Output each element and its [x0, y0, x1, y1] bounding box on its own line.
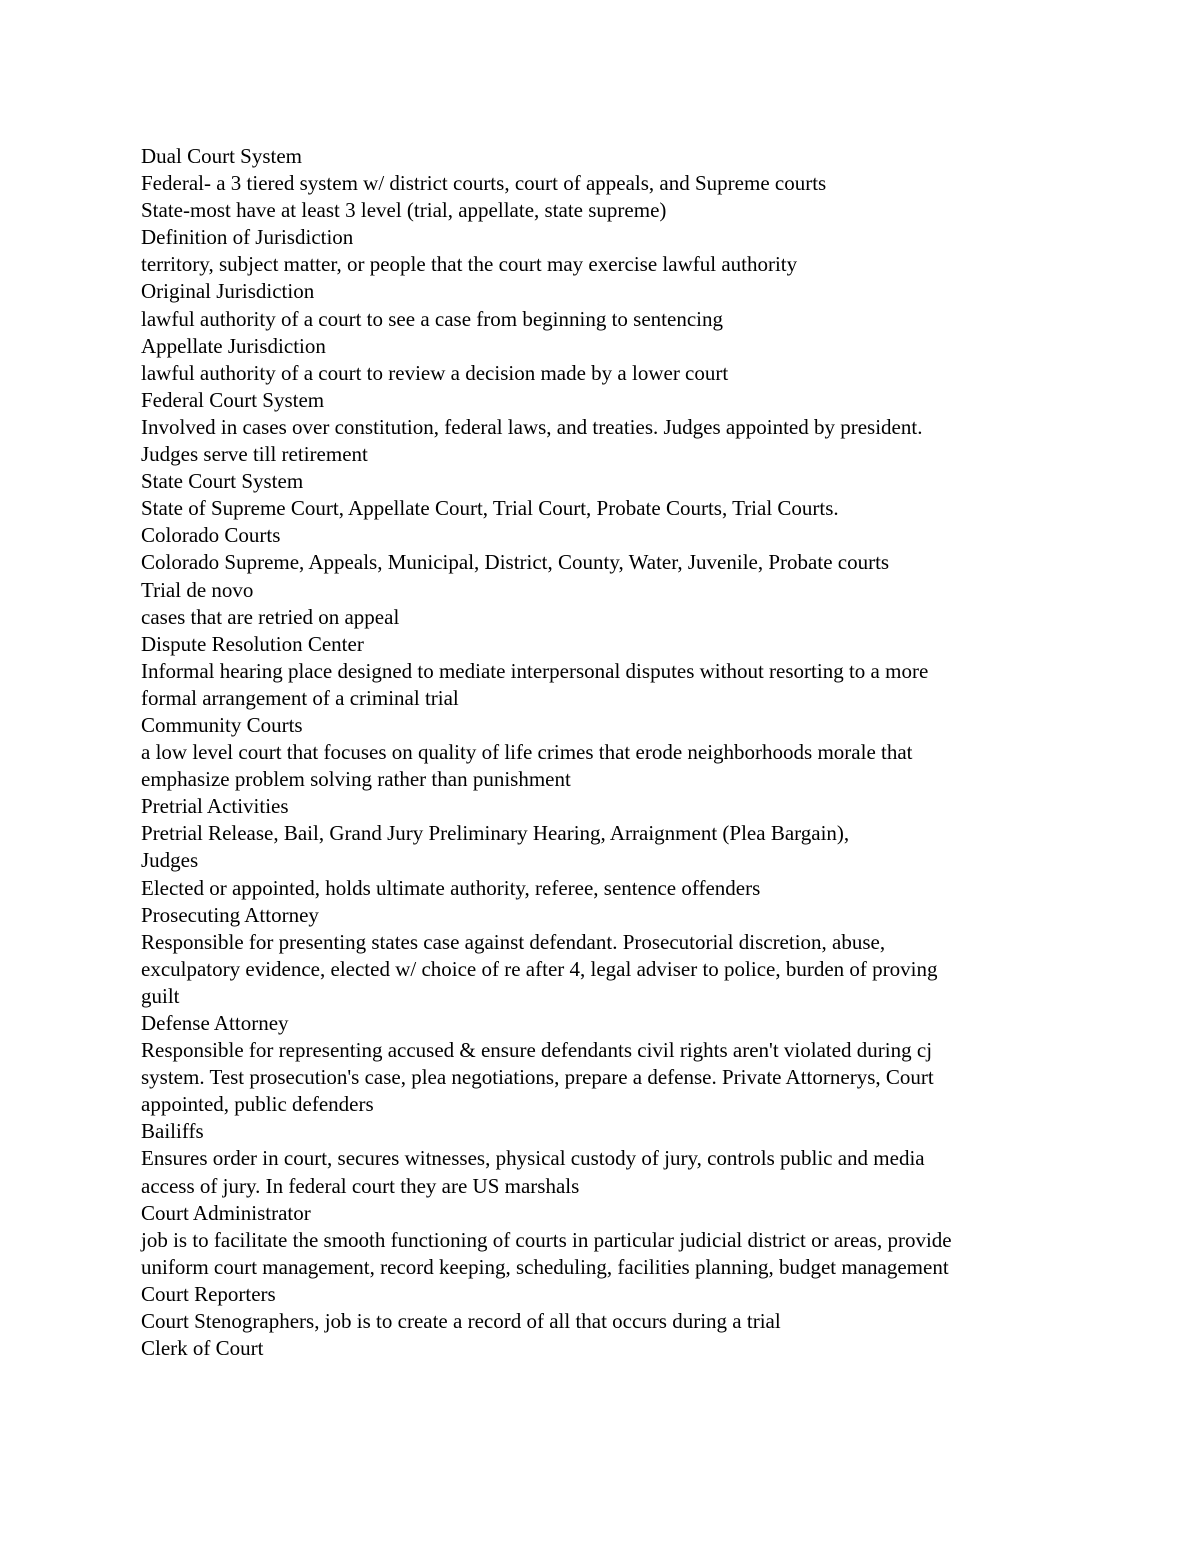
term-heading: Appellate Jurisdiction [141, 333, 326, 358]
term-heading: Court Administrator [141, 1200, 311, 1225]
term-definition: Pretrial Release, Bail, Grand Jury Preliminary Hearing, Arraignment (Plea Bargain), [141, 821, 850, 846]
term-definition: guilt [141, 983, 180, 1008]
term-heading: Original Jurisdiction [141, 279, 315, 304]
term-heading: Clerk of Court [141, 1336, 264, 1361]
term-heading: Definition of Jurisdiction [141, 225, 354, 250]
term-heading: Defense Attorney [141, 1011, 289, 1035]
term-definition: Federal- a 3 tiered system w/ district courts, court of appeals, and Supreme courts [141, 171, 827, 196]
term-definition: uniform court management, record keeping, scheduling, facilities planning, budget management [141, 1254, 949, 1279]
term-definition: territory, subject matter, or people that the court may exercise lawful authority [141, 252, 798, 277]
term-definition: lawful authority of a court to see a case from beginning to sentencing [141, 306, 723, 331]
term-heading: Pretrial Activities [141, 794, 289, 819]
term-heading: Judges [141, 848, 199, 873]
document-body [141, 143, 1061, 1362]
term-definition: formal arrangement of a criminal trial [141, 685, 459, 710]
term-definition: Responsible for representing accused & ensure defendants civil rights aren't violated during cj [141, 1038, 933, 1063]
term-heading: Bailiffs [141, 1119, 204, 1144]
term-heading: Dispute Resolution Center [141, 631, 364, 656]
term-heading: Dual Court System [141, 144, 302, 168]
term-heading: Trial de novo [141, 577, 254, 602]
term-definition: Elected or appointed, holds ultimate authority, referee, sentence offenders [141, 875, 761, 900]
term-definition: appointed, public defenders [141, 1092, 374, 1117]
term-heading: Community Courts [141, 712, 303, 737]
term-definition: State-most have at least 3 level (trial, appellate, state supreme) [141, 198, 667, 223]
term-definition: exculpatory evidence, elected w/ choice of re after 4, legal adviser to police, burden of proving [141, 956, 938, 981]
term-definition: lawful authority of a court to review a decision made by a lower court [141, 360, 729, 385]
term-definition: Ensures order in court, secures witnesses, physical custody of jury, controls public and media [141, 1146, 925, 1171]
term-heading: Colorado Courts [141, 523, 281, 548]
term-definition: State of Supreme Court, Appellate Court, Trial Court, Probate Courts, Trial Courts. [141, 496, 839, 521]
term-definition: system. Test prosecution's case, plea negotiations, prepare a defense. Private Attornerys, Court [141, 1065, 934, 1090]
term-heading: Prosecuting Attorney [141, 902, 319, 927]
term-definition: Responsible for presenting states case against defendant. Prosecutorial discretion, abuse, [141, 929, 886, 954]
term-heading: State Court System [141, 469, 304, 494]
term-definition: a low level court that focuses on quality of life crimes that erode neighborhoods morale that [141, 740, 913, 765]
term-definition: job is to facilitate the smooth functioning of courts in particular judicial district or areas, provide [141, 1227, 952, 1252]
term-definition: Judges serve till retirement [141, 442, 368, 467]
term-definition: cases that are retried on appeal [141, 604, 400, 629]
term-definition: Court Stenographers, job is to create a record of all that occurs during a trial [141, 1309, 781, 1334]
term-definition: Involved in cases over constitution, federal laws, and treaties. Judges appointed by president. [141, 414, 923, 439]
term-definition: Colorado Supreme, Appeals, Municipal, District, County, Water, Juvenile, Probate courts [141, 550, 890, 575]
term-heading: Federal Court System [141, 387, 325, 412]
term-heading: Court Reporters [141, 1281, 276, 1306]
term-definition: access of jury. In federal court they are US marshals [141, 1173, 580, 1198]
term-definition: Informal hearing place designed to mediate interpersonal disputes without resorting to a more [141, 658, 929, 683]
term-definition: emphasize problem solving rather than punishment [141, 767, 571, 792]
